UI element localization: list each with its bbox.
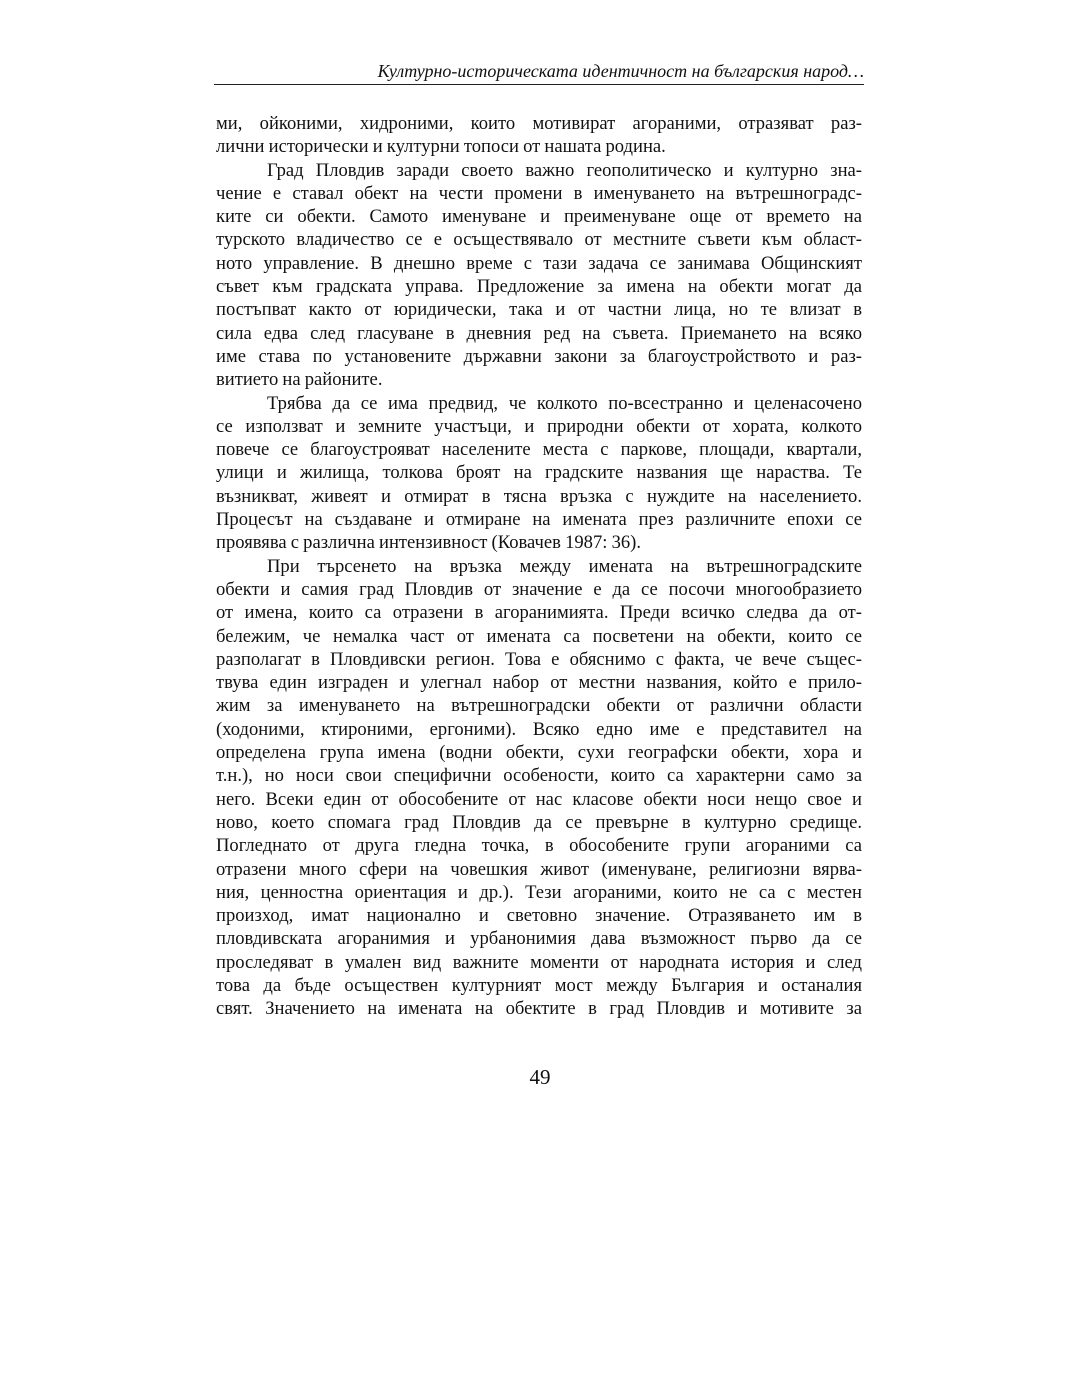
text-line: улици и жилища, толкова броят на градските названия ще нараства. Те (216, 462, 862, 484)
text-line: повече се благоустрояват населените места с паркове, площади, квартали, (216, 439, 862, 461)
text-line: възникват, живеят и отмират в тясна връзка с нуждите на населението. (216, 485, 862, 507)
text-line: твува един изграден и улегнал набор от местни названия, който е прило- (216, 672, 862, 694)
text-line: това да бъде осъществен културният мост между България и останалия (216, 974, 862, 996)
paragraph (216, 392, 862, 555)
text-line: определена група имена (водни обекти, сухи географски обекти, хора и (216, 742, 862, 764)
text-line: произход, имат национално и световно значение. Отразяването им в (216, 905, 862, 927)
text-line: свят. Значението на имената на обектите в град Пловдив и мотивите за (216, 998, 862, 1020)
text-line: жим за именуването на вътрешноградски обекти от различни области (216, 695, 862, 717)
text-line: (ходоними, ктироними, ергоними). Всяко едно име е представител на (216, 718, 862, 740)
text-line: отразени много сфери на човешкия живот (именуване, религиозни вярва- (216, 858, 862, 880)
text-line: Трябва да се има предвид, че колкото по-всестранно и целенасочено (267, 392, 862, 414)
paragraph (216, 555, 862, 1021)
text-line: от имена, които са отразени в агоранимията. Преди всичко следва да от- (216, 602, 862, 624)
text-line: турското владичество се е осъществявало от местните съвети към област- (216, 229, 862, 251)
text-line: лични исторически и културни топоси от нашата родина. (216, 136, 666, 158)
text-line: Погледнато от друга гледна точка, в обособените групи агораними са (216, 835, 862, 857)
text-line: се използват и земните участъци, и природни обекти от хората, колкото (216, 415, 862, 437)
body-text (216, 112, 862, 1021)
text-line: проследяват в умален вид важните моменти от народната история и след (216, 951, 862, 973)
text-line: обекти и самия град Пловдив от значение е да се посочи многообразието (216, 578, 862, 600)
text-line: ките си обекти. Самото именуване и преименуване още от времето на (216, 206, 862, 228)
text-line: бележим, че немалка част от имената са посветени на обекти, които се (216, 625, 862, 647)
text-line: постъпват както от юридически, така и от частни лица, но те влизат в (216, 299, 862, 321)
text-line: разполагат в Пловдивски регион. Това е обяснимо с факта, че вече същес- (216, 648, 862, 670)
text-line: съвет към градската управа. Предложение за имена на обекти могат да (216, 276, 862, 298)
running-header: Културно-историческата идентичност на българския народ… (377, 61, 864, 81)
text-line: чение е ставал обект на чести промени в именуването на вътрешноградс- (216, 182, 862, 204)
text-line: пловдивската агоранимия и урбанонимия дава възможност първо да се (216, 928, 862, 950)
text-line: т.н.), но носи свои специфични особености, които са характерни само за (216, 765, 862, 787)
text-line: проявява с различна интензивност (Ковачев 1987: 36). (216, 532, 642, 554)
text-line: име става по установените държавни закони за благоустройството и раз- (216, 345, 862, 367)
header-rule (214, 84, 864, 85)
page-number: 49 (529, 1065, 551, 1089)
text-line: ми, ойконими, хидроними, които мотивират агораними, отразяват раз- (216, 113, 862, 134)
text-line: витието на районите. (216, 369, 383, 391)
text-line: ния, ценностна ориентация и др.). Тези агораними, които не са с местен (216, 881, 862, 903)
text-line: сила едва след гласуване в дневния ред на съвета. Приемането на всяко (216, 322, 862, 344)
text-line: ново, което спомага град Пловдив да се превърне в културно средище. (216, 811, 862, 833)
text-line: него. Всеки един от обособените от нас класове обекти носи нещо свое и (216, 788, 862, 810)
text-line: При търсенето на връзка между имената на вътрешноградските (267, 555, 862, 577)
paragraph (216, 159, 862, 392)
paragraph (216, 112, 862, 159)
text-line: Град Пловдив заради своето важно геополитическо и културно зна- (267, 159, 862, 181)
text-line: ното управление. В днешно време с тази задача се занимава Общинският (216, 252, 862, 274)
text-line: Процесът на създаване и отмиране на имената през различните епохи се (216, 509, 862, 531)
